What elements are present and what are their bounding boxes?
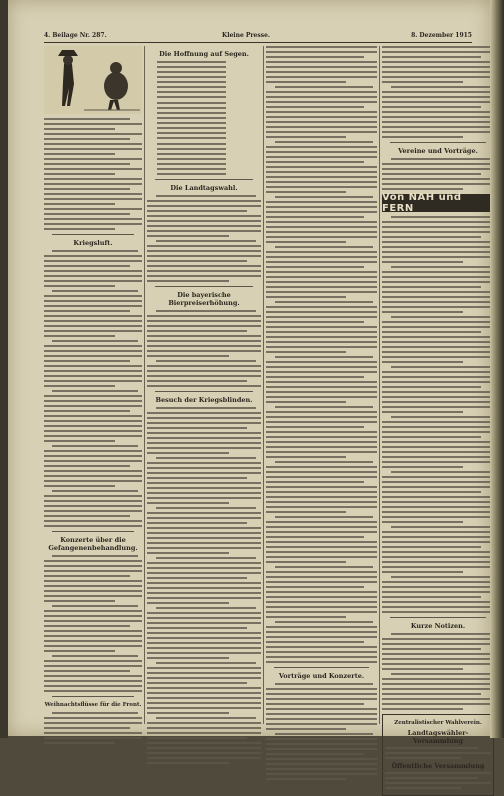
ad-organizer: Zentralistischer Wahlverein.: [394, 720, 482, 726]
heading-landtagswahl: Die Landtagswahl.: [170, 184, 238, 192]
scan-binding-shadow: [0, 0, 8, 738]
column-divider: [379, 46, 380, 724]
heading-hoffnung: Die Hoffnung auf Segen.: [159, 50, 249, 58]
wahlverein-advertisement: [382, 714, 494, 796]
column-1: [44, 46, 142, 724]
cartoon-icon: [44, 46, 142, 114]
column-divider: [144, 46, 145, 724]
heading-bierpreis: Die bayerische Bierpreiserhöhung.: [168, 291, 240, 307]
heading-gefangenen: Konzerte über die Gefangenenbehandlung.: [48, 536, 138, 552]
heading-kriegsluft: Kriegsluft.: [73, 239, 113, 247]
ad-headline: Landtagswähler-Versammlung: [407, 729, 469, 745]
heading-vortraege-konzerte: Vorträge und Konzerte.: [278, 672, 365, 680]
column-3: [266, 46, 377, 724]
column-divider: [263, 46, 264, 724]
column-4: [382, 46, 494, 770]
newspaper-page: [8, 0, 490, 770]
page-edge-shadow: [490, 0, 504, 738]
ad-subheadline: Öffentliche Versammlung: [391, 762, 485, 770]
header-rule: [44, 42, 472, 43]
column-2: [147, 46, 261, 724]
von-nah-und-fern-banner: Von NAH und FERN: [382, 194, 494, 212]
heading-vereine: Vereine und Vorträge.: [398, 147, 478, 155]
heading-kriegsblinden: Besuch der Kriegsblinden.: [155, 396, 253, 404]
heading-weihnachts: Weihnachtsflüsse für die Front.: [44, 702, 142, 708]
date-label: 8. Dezember 1915: [411, 32, 472, 39]
issue-label: 4. Beilage Nr. 287.: [44, 32, 107, 39]
heading-kurze-notizen: Kurze Notizen.: [410, 622, 466, 630]
cartoon-illustration: [44, 46, 142, 114]
masthead-title: Kleine Presse.: [222, 32, 271, 39]
